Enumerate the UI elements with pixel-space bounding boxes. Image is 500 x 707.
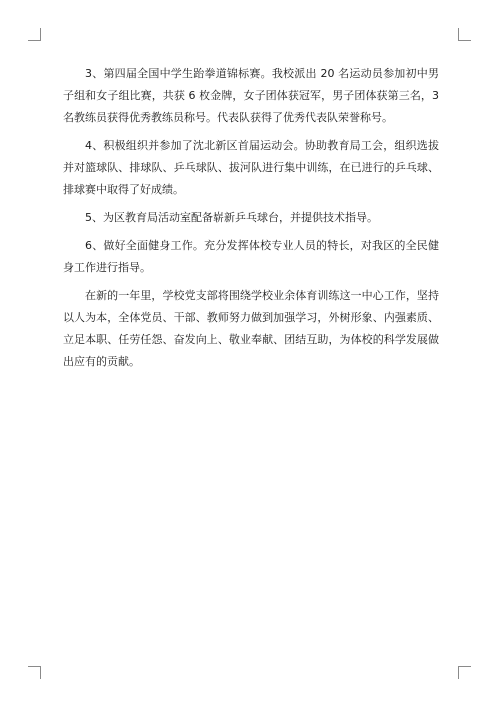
paragraph-taekwondo: 3、第四届全国中学生跆拳道锦标赛。我校派出 20 名运动员参加初中男子组和女子组比赛，共获 6 枚金牌，女子团体获冠军，男子团体获第三名，3 名教练员获得优秀教练员称号。代表队获得了优秀代表队荣誉称号。 — [63, 67, 439, 124]
paragraph-new-year: 在新的一年里，学校党支部将围绕学校业余体育训练这一中心工作，坚持以人为本，全体党员、干部、教师努力做到加强学习，外树形象、内强素质、立足本职、任劳任怨、奋发向上、敬业奉献、团结互助，为体校的科学发展做出应有的贡献。 — [63, 289, 439, 368]
crop-mark-bottom-left — [28, 666, 41, 679]
document-body — [63, 63, 439, 379]
crop-mark-top-left — [28, 28, 41, 41]
crop-mark-top-right — [458, 28, 471, 41]
paragraph-sports-meet: 4、积极组织并参加了沈北新区首届运动会。协助教育局工会，组织选拔并对篮球队、排球队、乒乓球队、拔河队进行集中训练，在已进行的乒乓球、排球赛中取得了好成绩。 — [63, 139, 439, 196]
crop-mark-bottom-right — [458, 666, 471, 679]
paragraph-table-tennis: 5、为区教育局活动室配备崭新乒乓球台，并提供技术指导。 — [85, 211, 378, 224]
paragraph-fitness: 6、做好全面健身工作。充分发挥体校专业人员的特长，对我区的全民健身工作进行指导。 — [63, 239, 439, 274]
